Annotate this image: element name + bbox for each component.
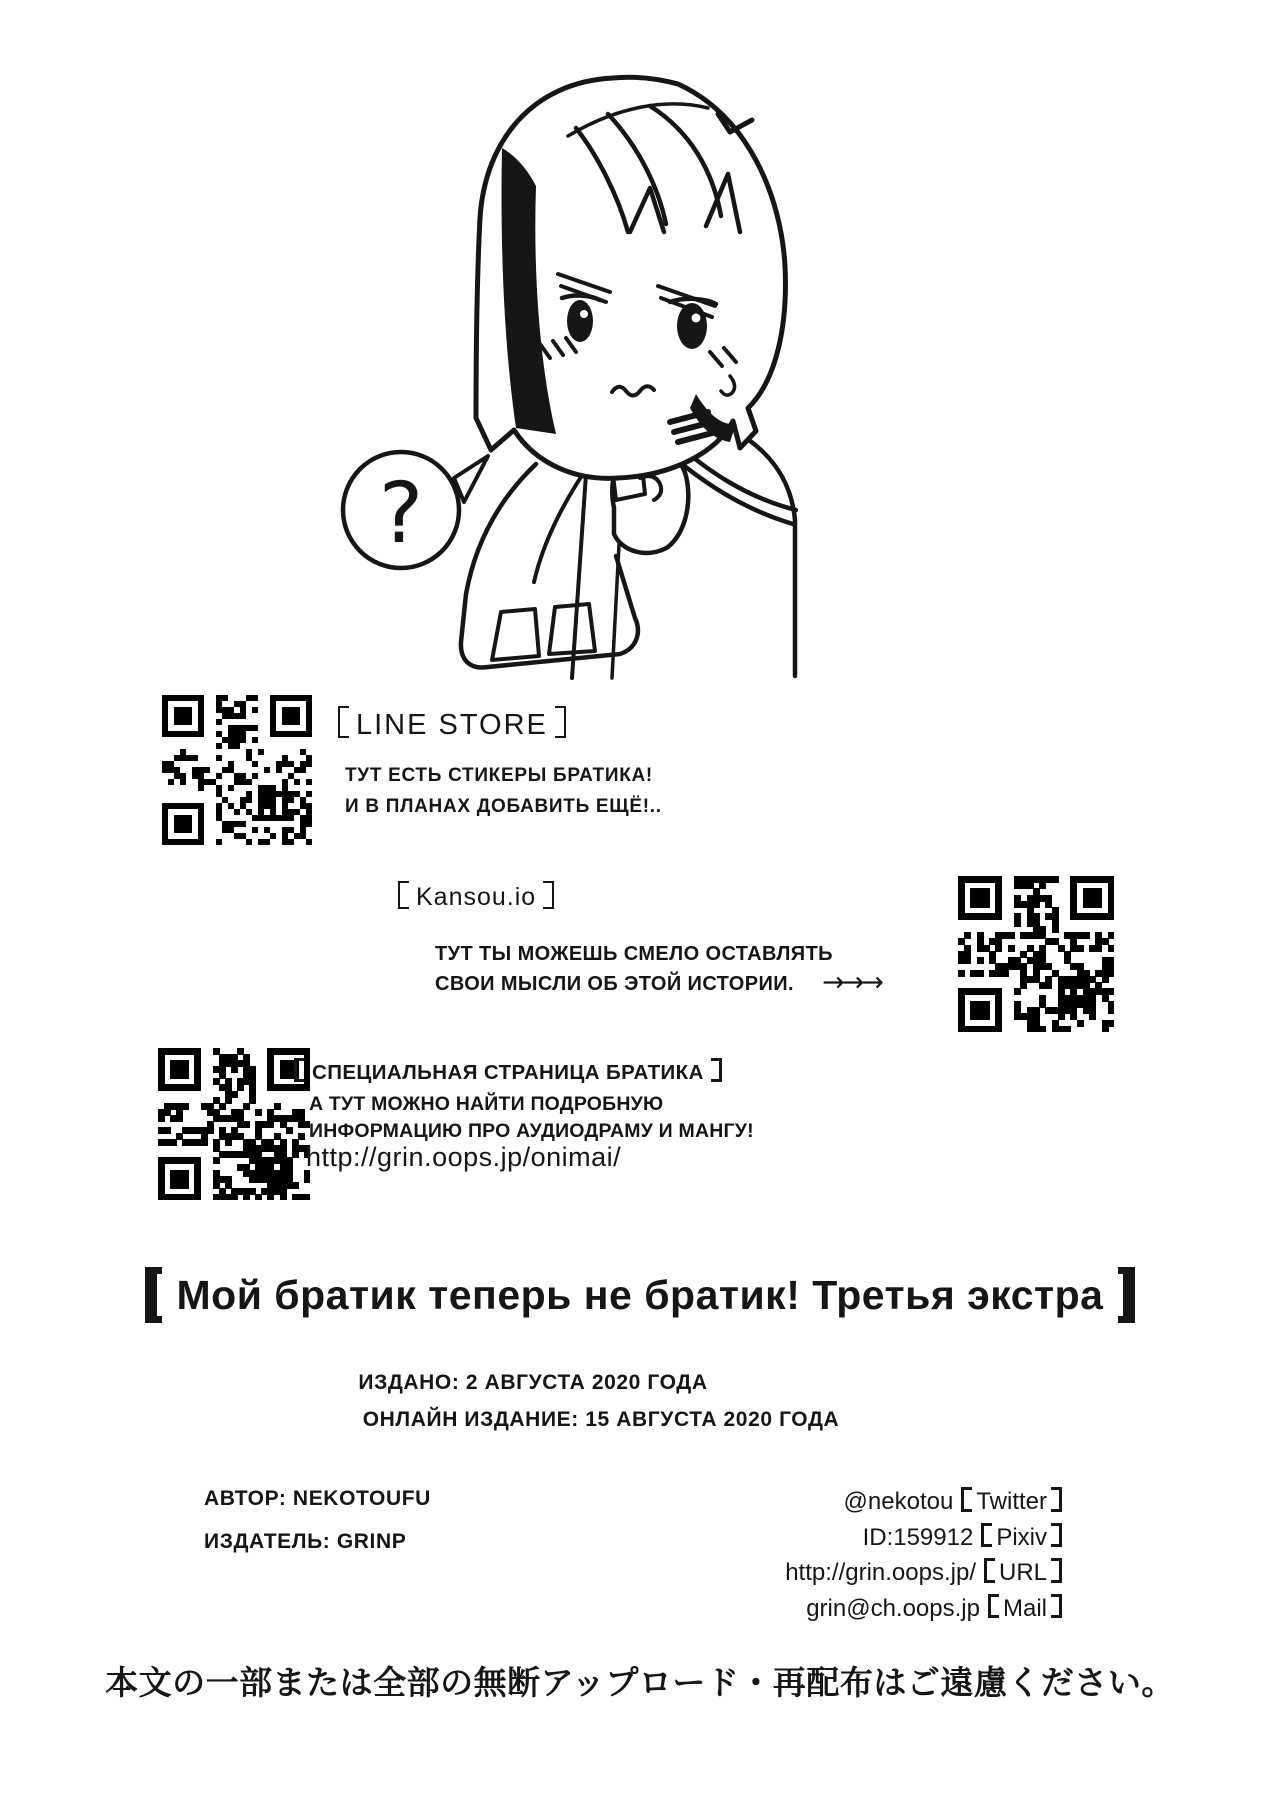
bracket-close (1051, 1523, 1062, 1547)
bracket-close (1051, 1487, 1062, 1511)
special-page-url: http://grin.oops.jp/onimai/ (306, 1142, 622, 1172)
bracket-open (981, 1523, 992, 1547)
line-store-line-1: ТУТ ЕСТЬ СТИКЕРЫ БРАТИКА! (345, 765, 653, 786)
contact-mail: grin@ch.oops.jp Mail (785, 1591, 1062, 1627)
bracket-close (1051, 1558, 1062, 1582)
bubble-question-mark: ? (378, 464, 424, 562)
kansou-line-2: СВОИ МЫСЛИ ОБ ЭТОЙ ИСТОРИИ. →→→ (435, 967, 881, 998)
bracket-close (543, 881, 554, 909)
line-store-qr-code (162, 695, 312, 845)
bracket-open (338, 706, 349, 738)
bracket-open (961, 1487, 972, 1511)
online-edition-date: ОНЛАЙН ИЗДАНИЕ: 15 АВГУСТА 2020 ГОДА (362, 1408, 840, 1431)
contact-url: http://grin.oops.jp/ URL (785, 1555, 1062, 1591)
book-title-text: Мой братик теперь не братик! Третья экстра (176, 1271, 1104, 1318)
bracket-open (988, 1594, 999, 1618)
published-date: ИЗДАНО: 2 АВГУСТА 2020 ГОДА (358, 1371, 708, 1394)
bracket-close (711, 1058, 722, 1082)
sleeve-cuff-fold-1 (492, 609, 539, 660)
sleeve-cuff-fold-2 (549, 604, 595, 654)
question-speech-bubble (343, 452, 488, 568)
contact-twitter: @nekotou Twitter (785, 1484, 1062, 1520)
special-page-text (309, 1091, 754, 1145)
kansou-text (435, 940, 881, 998)
contact-pixiv: ID:159912 Pixiv (785, 1520, 1062, 1556)
line-store-line-2: И В ПЛАНАХ ДОБАВИТЬ ЕЩЁ!.. (345, 796, 662, 817)
bracket-open (398, 881, 409, 909)
arrows-right-icon: →→→ (822, 967, 881, 998)
book-title (0, 1267, 1280, 1323)
special-page-title: СПЕЦИАЛЬНАЯ СТРАНИЦА БРАТИКА (294, 1058, 722, 1085)
bracket-open (294, 1058, 305, 1082)
bracket-close (555, 706, 566, 738)
author-credit: АВТОР: NEKOTOUFU (204, 1487, 431, 1510)
bracket-close (1051, 1594, 1062, 1618)
special-page-line-2: ИНФОРМАЦИЮ ПРО АУДИОДРАМУ И МАНГУ! (309, 1120, 754, 1142)
bracket-close (1118, 1267, 1135, 1323)
kansou-title: Kansou.io (398, 881, 554, 912)
girl-illustration (278, 36, 798, 680)
right-shoulder (746, 438, 795, 676)
right-pupil (677, 303, 707, 349)
special-page-qr-code (158, 1048, 310, 1200)
contact-list (785, 1484, 1062, 1626)
kansou-qr-code (958, 876, 1114, 1032)
publisher-credit: ИЗДАТЕЛЬ: GRINP (204, 1530, 407, 1553)
special-page-line-1: А ТУТ МОЖНО НАЙТИ ПОДРОБНУЮ (309, 1093, 664, 1115)
line-store-text (345, 760, 662, 822)
kansou-line-1: ТУТ ТЫ МОЖЕШЬ СМЕЛО ОСТАВЛЯТЬ (435, 943, 833, 965)
copyright-notice-jp: 本文の一部または全部の無断アップロード・再配布はご遠慮ください。 (105, 1663, 1175, 1702)
bracket-open (145, 1267, 162, 1323)
left-pupil (567, 300, 593, 342)
bracket-open (984, 1558, 995, 1582)
line-store-title: LINE STORE (338, 706, 566, 742)
